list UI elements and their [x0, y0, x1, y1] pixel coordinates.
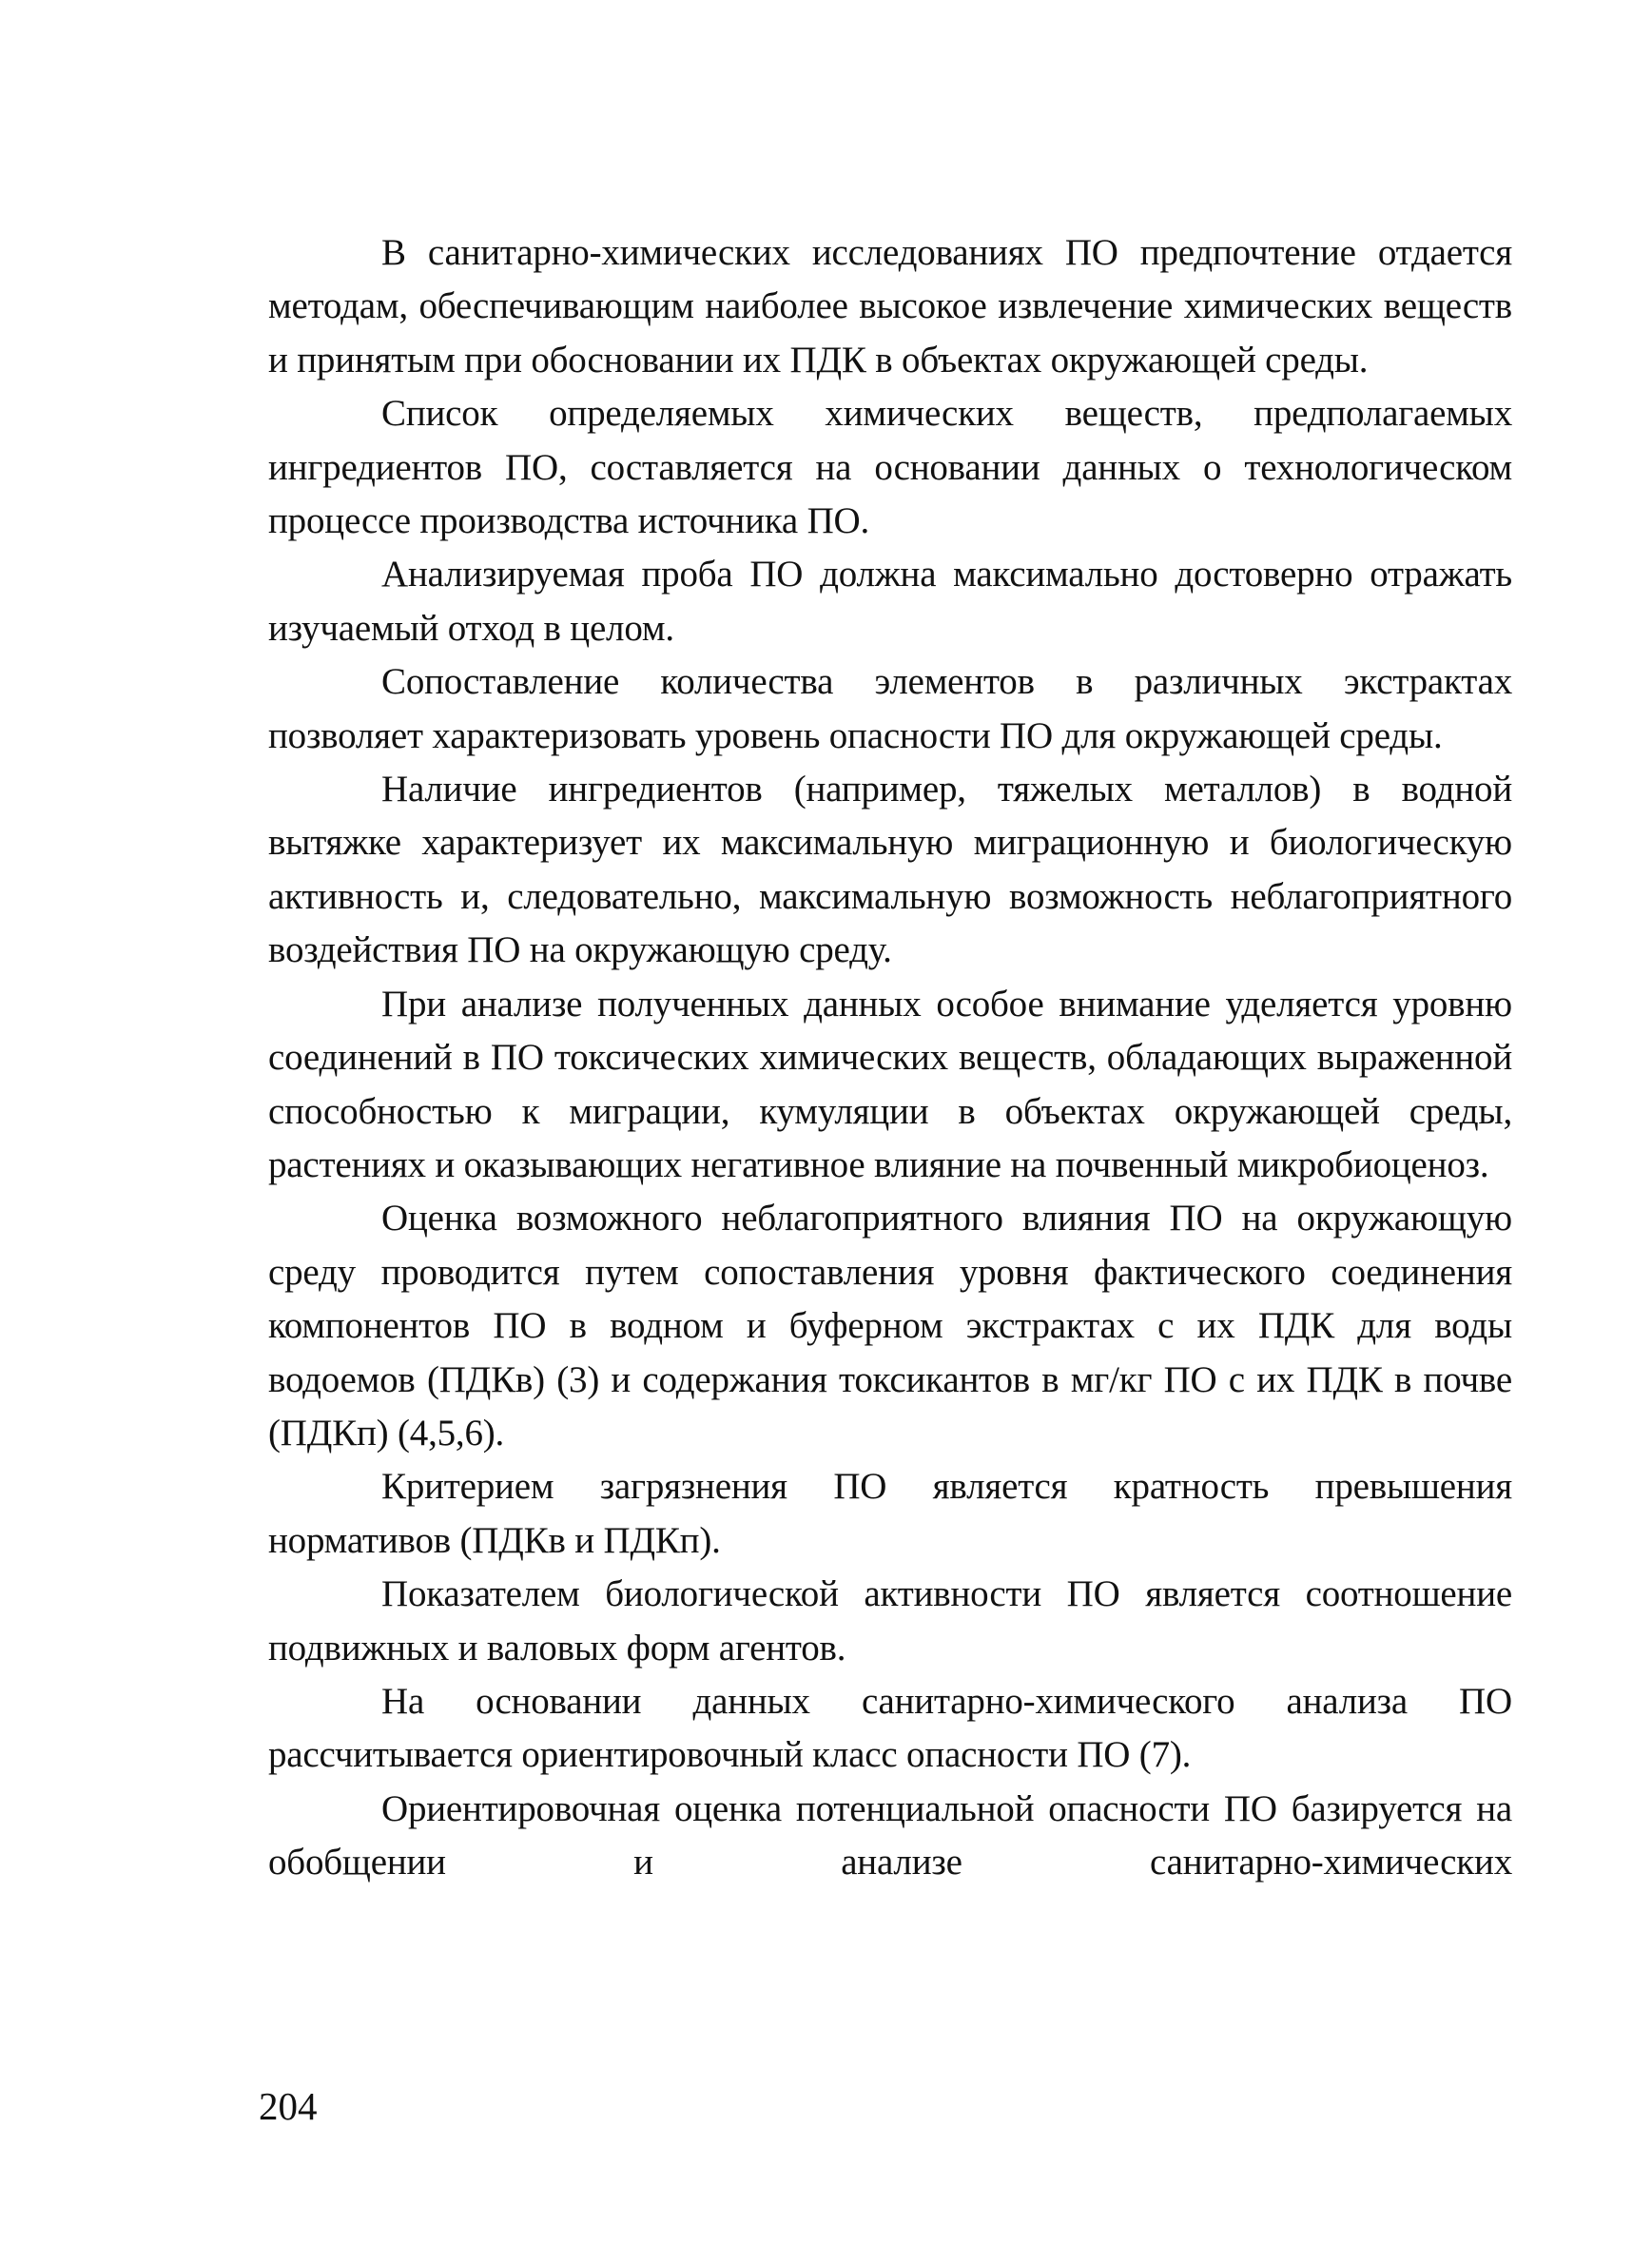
paragraph-7: Оценка возможного неблагоприятного влияния ПО на окружающую среду проводится путем сопоставления уровня фактического соединения компонентов ПО в водном и буферном экстрактах с их ПДК для воды водоемов (ПДКв) (3) и содержания токсикантов в мг/кг ПО с их ПДК в почве (ПДКп) (4,5,6). [268, 1198, 1512, 1454]
paragraph-9: Показателем биологической активности ПО является соотношение подвижных и валовых форм агентов. [268, 1573, 1512, 1669]
paragraph-3: Анализируемая проба ПО должна максимально достоверно отражать изучаемый отход в целом. [268, 554, 1512, 649]
paragraph-10: На основании данных санитарно-химического анализа ПО рассчитывается ориентировочный класс опасности ПО (7). [268, 1680, 1512, 1776]
paragraph-5: Наличие ингредиентов (например, тяжелых металлов) в водной вытяжке характеризует их максимальную миграционную и биологическую активность и, следовательно, максимальную возможность неблагоприятного воздействия ПО на окружающую среду. [268, 769, 1512, 971]
paragraph-11: Ориентировочная оценка потенциальной опасности ПО базируется на обобщении и анализе санитарно-химических [268, 1787, 1512, 1883]
page-number: 204 [259, 2084, 318, 2128]
paragraph-6: При анализе полученных данных особое внимание уделяется уровню соединений в ПО токсических химических веществ, обладающих выраженной способностью к миграции, кумуляции в объектах окружающей среды, растениях и оказывающих негативное влияние на почвенный микробиоценоз. [268, 983, 1512, 1185]
paragraph-4: Сопоставление количества элементов в различных экстрактах позволяет характеризовать уровень опасности ПО для окружающей среды. [268, 661, 1512, 756]
paragraph-1: В санитарно-химических исследованиях ПО предпочтение отдается методам, обеспечивающим наиболее высокое извлечение химических веществ и принятым при обосновании их ПДК в объектах окружающей среды. [268, 232, 1512, 381]
page-body [268, 226, 1512, 1890]
paragraph-2: Список определяемых химических веществ, предполагаемых ингредиентов ПО, составляется на основании данных о технологическом процессе производства источника ПО. [268, 393, 1512, 542]
paragraph-8: Критерием загрязнения ПО является кратность превышения нормативов (ПДКв и ПДКп). [268, 1466, 1512, 1561]
